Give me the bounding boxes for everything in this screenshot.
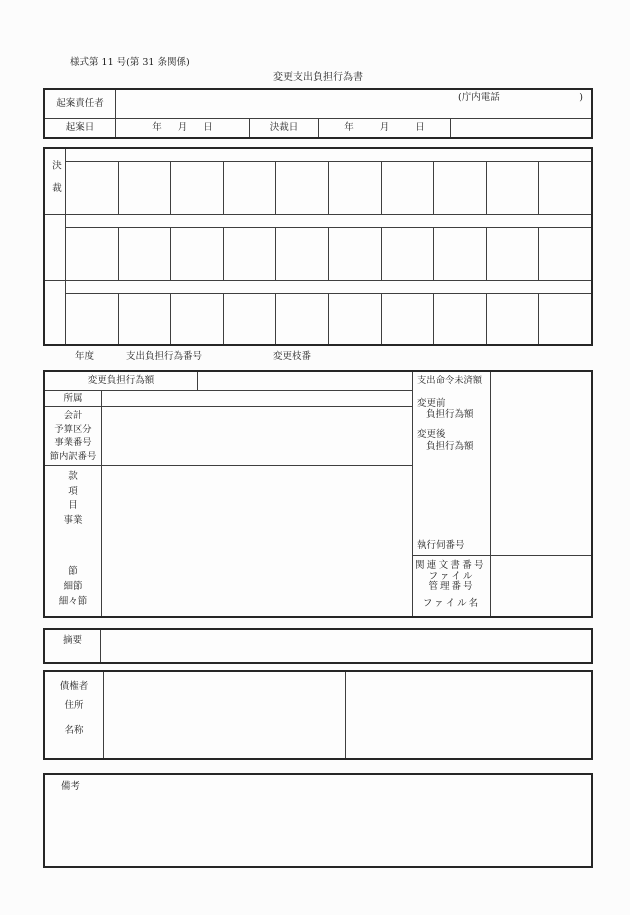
kan-label: 款 [68,471,78,482]
approval-seal-cell [66,294,118,344]
project-number-label: 事業番号 [54,437,92,448]
main-table-right [412,372,591,616]
approval-seal-cell [328,228,381,280]
day-char: 日 [203,122,213,134]
branch-number-label: 変更枝番 [273,351,312,362]
creditor-value-cell [104,672,346,758]
creditor-box [43,670,593,760]
draft-date-value-cell [116,119,250,137]
file-mgmt-label: 管理番号 [428,581,475,593]
approval-seal-row [66,162,591,214]
amount-labels-cell [413,372,490,555]
approval-title-strip [66,281,591,294]
approval-seal-cell [486,228,539,280]
creditor-name-label: 名称 [64,724,84,736]
approval-seal-cell [275,294,328,344]
kou-label: 項 [68,485,78,497]
approval-seal-cell [381,228,434,280]
day-char: 日 [415,122,425,134]
accounting-label: 会計 [63,410,83,421]
approval-seal-cell [223,162,276,214]
dates-row-empty-cell [451,119,591,137]
fiscal-year-label: 年度 [75,351,95,362]
internal-phone-label: (庁内電話 [458,92,500,103]
setsu-label: 節 [68,566,78,578]
before-amount-label: 負担行為額 [426,409,474,421]
approval-seal-cell [433,294,486,344]
creditor-right-cell [346,672,591,758]
approval-title-strip [66,215,591,228]
creditor-label: 債権者 [59,681,89,692]
approval-seal-cell [170,294,223,344]
approval-seal-cell [328,162,381,214]
approval-seal-cell [66,162,118,214]
approval-label-cell [45,149,66,214]
approval-title-strip [66,149,591,162]
related-doc-value-cell [490,556,591,616]
approval-seal-cell [381,294,434,344]
approval-seal-cell [538,162,591,214]
before-change-label: 変更前 [417,397,446,409]
execution-number-label: 執行伺番号 [417,540,465,552]
month-char: 月 [379,122,390,134]
approval-label: 決裁 [49,160,61,205]
budget-class-label: 予算区分 [54,423,92,435]
remarks-label: 備考 [61,781,81,792]
approval-seal-cell [223,294,276,344]
approval-seal-cell [381,162,434,214]
drafter-date-table [43,88,593,139]
year-char: 年 [152,122,162,134]
internal-phone-close-paren: ) [579,92,583,103]
approval-date-label-cell: 決裁日 [250,119,319,137]
approval-seal-cell [433,228,486,280]
file-label: ファイル [428,570,475,582]
summary-box [43,628,593,664]
approval-seal-cell [118,162,171,214]
related-doc-labels-cell [413,556,490,616]
approval-grid [43,147,593,346]
change-amount-value-cell [198,372,412,390]
approval-seal-cell [538,228,591,280]
saisaisetsu-label: 細々節 [58,595,88,607]
saisetsu-label: 細節 [63,580,83,592]
reference-row [0,351,630,364]
act-number-label: 支出負担行為番号 [126,351,203,362]
approval-seal-cell [538,294,591,344]
main-table-left [45,372,412,616]
drafter-row [45,90,591,119]
summary-label-cell: 摘要 [45,630,101,662]
account-value-cell [102,466,412,616]
approval-label-cell [45,281,66,344]
approval-label-cell [45,215,66,280]
approval-seal-cell [433,162,486,214]
after-change-label: 変更後 [417,429,446,441]
remarks-box [43,773,593,868]
approval-seal-cell [328,294,381,344]
approval-seal-cell [118,228,171,280]
file-name-label: ファイル名 [422,597,481,609]
approval-grid-block [45,280,591,344]
month-char: 月 [177,122,188,134]
form-title: 変更支出負担行為書 [273,72,363,83]
affiliation-value-cell [102,391,412,406]
drafter-value-cell [116,90,591,118]
approval-seal-cell [486,294,539,344]
summary-value-cell [101,630,591,662]
approval-seal-row [66,228,591,280]
approval-seal-row [66,294,591,344]
related-doc-label: 関連文書番号 [415,560,486,571]
creditor-address-label: 住所 [64,699,84,711]
item-breakdown-label: 節内訳番号 [49,450,97,462]
affiliation-label-cell: 所属 [45,391,102,406]
unpaid-order-label: 支出命令未済額 [417,375,483,386]
approval-seal-cell [275,228,328,280]
dates-row [45,119,591,137]
approval-grid-block [45,149,591,214]
account-labels-cell [45,466,102,616]
budget-value-cell [102,407,412,465]
approval-seal-cell [170,162,223,214]
approval-grid-block [45,214,591,280]
after-amount-label: 負担行為額 [426,441,474,453]
year-char: 年 [344,122,354,134]
approval-date-value-cell [319,119,451,137]
draft-date-label-cell: 起案日 [45,119,116,137]
drafter-label-cell: 起案責任者 [45,90,116,118]
amount-value-cell [490,372,591,555]
approval-seal-cell [223,228,276,280]
approval-seal-cell [66,228,118,280]
approval-seal-cell [275,162,328,214]
creditor-labels-cell [45,672,104,758]
jigyou-label: 事業 [63,514,83,526]
main-table [43,370,593,618]
budget-labels-cell [45,407,102,465]
approval-seal-cell [170,228,223,280]
approval-seal-cell [118,294,171,344]
moku-label: 目 [68,500,78,512]
form-number-text: 様式第 11 号(第 31 条関係) [70,57,190,68]
change-amount-label-cell: 変更負担行為額 [45,372,198,390]
approval-seal-cell [486,162,539,214]
